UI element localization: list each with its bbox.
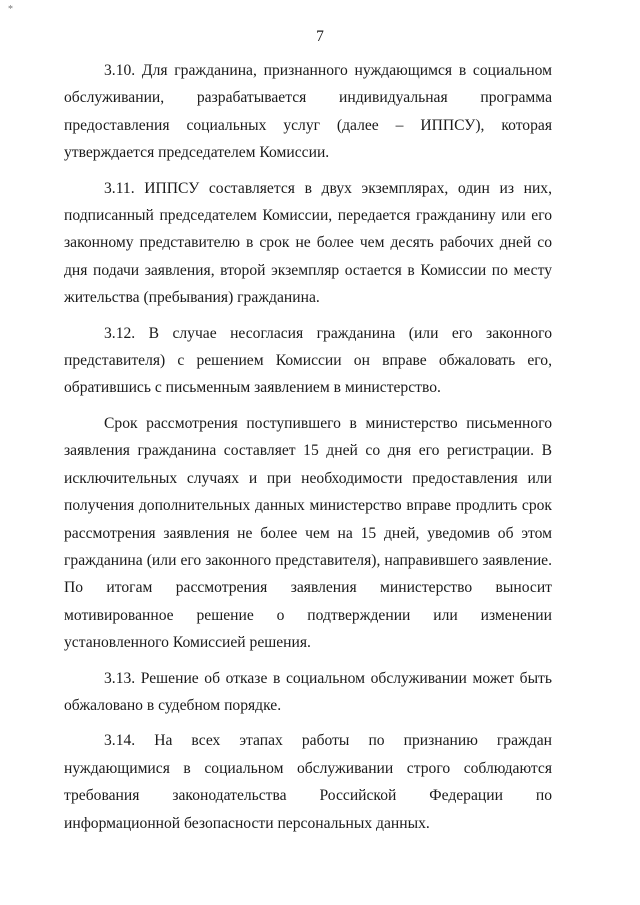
page-number: 7 xyxy=(316,28,324,45)
document-body xyxy=(64,57,552,845)
paragraph-3-11: 3.11. ИППСУ составляется в двух экземплярах, один из них, подписанный председателем Комиссии, передается гражданину или его законному представителю в срок не более чем десять рабочих дней со дня подачи заявления, второй экземпляр остается в Комиссии по месту жительства (пребывания) гражданина. xyxy=(64,179,552,307)
paragraph-3-14: 3.14. На всех этапах работы по признанию граждан нуждающимися в социальном обслуживании строго соблюдаются требования законодательства Российской Федерации по информационной безопасности персональных данных. xyxy=(64,732,552,832)
paragraph-3-10: 3.10. Для гражданина, признанного нуждающимся в социальном обслуживании, разрабатывается индивидуальная программа предоставления социальных услуг (далее – ИППСУ), которая утверждается председателем Комиссии. xyxy=(64,62,552,162)
paragraph-review-period: Срок рассмотрения поступившего в министерство письменного заявления гражданина составляет 15 дней со дня его регистрации. В исключительных случаях и при необходимости предоставления или получения дополнительных данных министерство вправе продлить срок рассмотрения заявления не более чем на 15 дней, уведомив об этом гражданина (или его законного представителя), направившего заявление. По итогам рассмотрения заявления министерство выносит мотивированное решение о подтверждении или изменении установленного Комиссией решения. xyxy=(64,414,552,652)
paragraph-3-12: 3.12. В случае несогласия гражданина (или его законного представителя) с решением Комиссии он вправе обжаловать его, обратившись с письменным заявлением в министерство. xyxy=(64,324,552,397)
paragraph-3-13: 3.13. Решение об отказе в социальном обслуживании может быть обжаловано в судебном порядке. xyxy=(64,669,552,714)
corner-mark: * xyxy=(8,4,13,15)
